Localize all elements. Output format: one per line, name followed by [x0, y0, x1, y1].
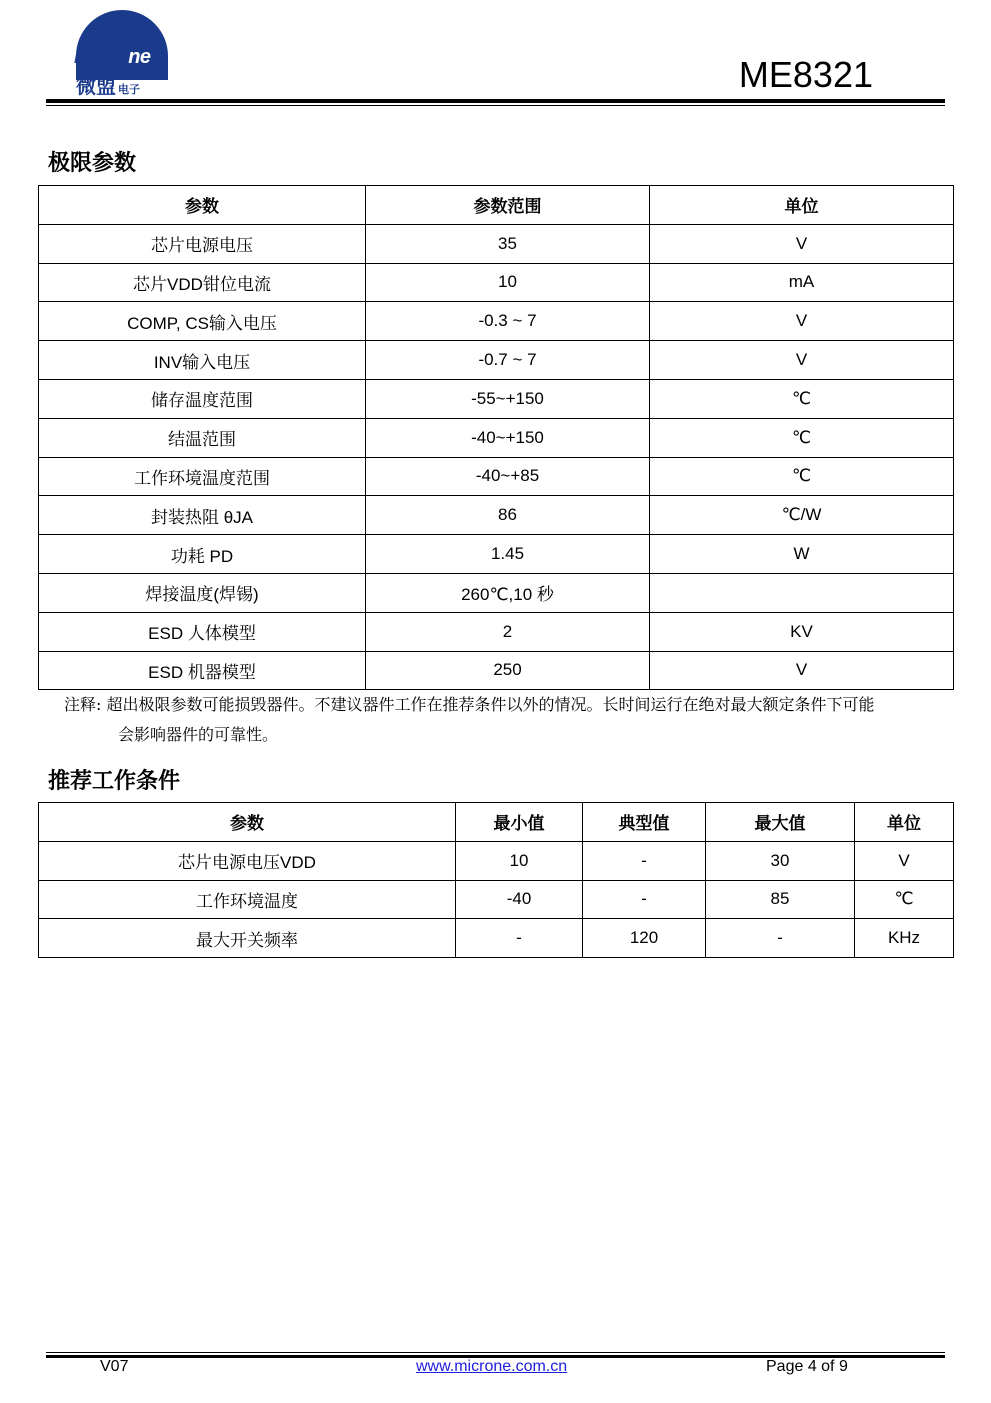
recommended-title: 推荐工作条件 — [48, 769, 181, 794]
table-header-row — [39, 186, 954, 225]
company-logo — [70, 10, 174, 98]
table-row — [39, 418, 954, 457]
table-row — [39, 263, 954, 302]
unit-cell: mA — [650, 263, 954, 302]
table-row — [39, 496, 954, 535]
unit-cell: ℃ — [650, 457, 954, 496]
logo-text-cn: 微盟 电子 — [76, 74, 140, 98]
range-cell: -40~+150 — [366, 418, 650, 457]
param-cell: 芯片电源电压 — [39, 224, 366, 263]
unit-cell: V — [650, 302, 954, 341]
table-header-row — [39, 803, 954, 842]
recommended-table — [38, 802, 954, 958]
table-row — [39, 457, 954, 496]
note-line-2: 会影响器件的可靠性。 — [118, 725, 279, 744]
table-row — [39, 651, 954, 690]
note-line-1: 注释: 超出极限参数可能损毁器件。不建议器件工作在推荐条件以外的情况。长时间运行在绝对最大额定条件下可能 — [64, 695, 875, 714]
typ-cell: 120 — [583, 919, 706, 958]
version-label: V07 — [100, 1358, 129, 1375]
range-cell: 86 — [366, 496, 650, 535]
range-cell: 1.45 — [366, 535, 650, 574]
header-cell: 典型值 — [583, 803, 706, 842]
param-cell: 封装热阻 θJA — [39, 496, 366, 535]
header-cell: 参数范围 — [366, 186, 650, 225]
page-number: Page 4 of 9 — [766, 1358, 848, 1375]
unit-cell: ℃ — [855, 880, 954, 919]
range-cell: 10 — [366, 263, 650, 302]
param-cell: 工作环境温度 — [39, 880, 456, 919]
param-cell: 焊接温度(焊锡) — [39, 573, 366, 612]
range-cell: 250 — [366, 651, 650, 690]
unit-cell: V — [855, 841, 954, 880]
param-cell: ESD 机器模型 — [39, 651, 366, 690]
logo-text-en: MicrOne — [74, 46, 151, 68]
param-cell: 结温范围 — [39, 418, 366, 457]
table-row — [39, 379, 954, 418]
table-row — [39, 573, 954, 612]
table-row — [39, 880, 954, 919]
table-row — [39, 919, 954, 958]
header-cell: 单位 — [650, 186, 954, 225]
header-rule-thin — [46, 105, 945, 106]
header-cell: 单位 — [855, 803, 954, 842]
typ-cell: - — [583, 880, 706, 919]
unit-cell: KV — [650, 612, 954, 651]
range-cell: 35 — [366, 224, 650, 263]
param-cell: 最大开关频率 — [39, 919, 456, 958]
header-rule-thick — [46, 99, 945, 103]
max-cell: 30 — [706, 841, 855, 880]
param-cell: 工作环境温度范围 — [39, 457, 366, 496]
unit-cell: V — [650, 651, 954, 690]
max-cell: 85 — [706, 880, 855, 919]
range-cell: -0.3 ~ 7 — [366, 302, 650, 341]
header-cell: 参数 — [39, 803, 456, 842]
param-cell: 储存温度范围 — [39, 379, 366, 418]
table-row — [39, 341, 954, 380]
param-cell: ESD 人体模型 — [39, 612, 366, 651]
unit-cell: W — [650, 535, 954, 574]
param-cell: COMP, CS输入电压 — [39, 302, 366, 341]
param-cell: INV输入电压 — [39, 341, 366, 380]
abs-max-note — [64, 690, 949, 750]
document-title: ME8321 — [738, 54, 873, 95]
typ-cell: - — [583, 841, 706, 880]
header-cell: 最小值 — [456, 803, 583, 842]
unit-cell: V — [650, 341, 954, 380]
unit-cell: ℃ — [650, 418, 954, 457]
unit-cell — [650, 573, 954, 612]
table-row — [39, 224, 954, 263]
unit-cell: ℃/W — [650, 496, 954, 535]
table-row — [39, 302, 954, 341]
abs-max-title: 极限参数 — [48, 151, 137, 176]
range-cell: -40~+85 — [366, 457, 650, 496]
table-row — [39, 841, 954, 880]
range-cell: 260℃,10 秒 — [366, 573, 650, 612]
min-cell: -40 — [456, 880, 583, 919]
table-row — [39, 612, 954, 651]
table-row — [39, 535, 954, 574]
min-cell: - — [456, 919, 583, 958]
max-cell: - — [706, 919, 855, 958]
footer-rule-thin — [46, 1352, 945, 1353]
range-cell: -55~+150 — [366, 379, 650, 418]
param-cell: 芯片电源电压VDD — [39, 841, 456, 880]
range-cell: -0.7 ~ 7 — [366, 341, 650, 380]
abs-max-table — [38, 185, 954, 690]
unit-cell: ℃ — [650, 379, 954, 418]
range-cell: 2 — [366, 612, 650, 651]
website-link[interactable]: www.microne.com.cn — [416, 1358, 568, 1375]
unit-cell: KHz — [855, 919, 954, 958]
unit-cell: V — [650, 224, 954, 263]
param-cell: 功耗 PD — [39, 535, 366, 574]
min-cell: 10 — [456, 841, 583, 880]
param-cell: 芯片VDD钳位电流 — [39, 263, 366, 302]
header-cell: 最大值 — [706, 803, 855, 842]
header-cell: 参数 — [39, 186, 366, 225]
